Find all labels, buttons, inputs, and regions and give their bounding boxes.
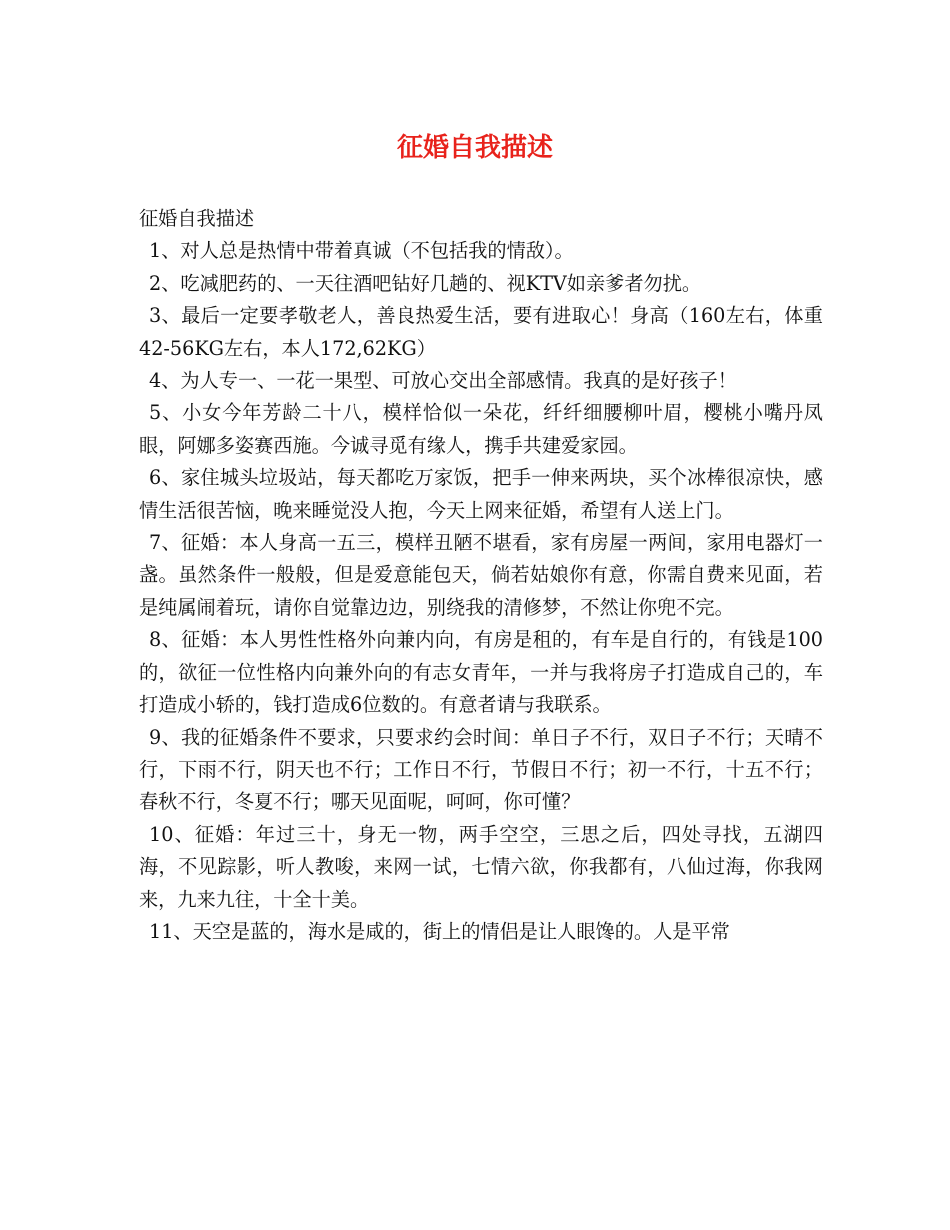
- paragraph-5: 5、小女今年芳龄二十八，模样恰似一朵花，纤纤细腰柳叶眉，樱桃小嘴丹凤眼，阿娜多姿赛西施。今诚寻觅有缘人，携手共建爱家园。: [139, 401, 823, 457]
- paragraph-3: 3、最后一定要孝敬老人，善良热爱生活，要有进取心！身高（160左右，体重42-56KG左右，本人172,62KG）: [139, 304, 823, 360]
- paragraph-1: 1、对人总是热情中带着真诚（不包括我的情敌）。: [149, 239, 574, 263]
- paragraph-4: 4、为人专一、一花一果型、可放心交出全部感情。我真的是好孩子！: [149, 369, 737, 393]
- document-body: [139, 203, 823, 948]
- paragraph-10: 10、征婚：年过三十，身无一物，两手空空，三思之后，四处寻找，五湖四海，不见踪影，听人教唆，来网一试，七情六欲，你我都有，八仙过海，你我网来，九来九往，十全十美。: [139, 822, 823, 911]
- paragraph-8: 8、征婚：本人男性性格外向兼内向，有房是租的，有车是自行的，有钱是100的，欲征一位性格内向兼外向的有志女青年，一并与我将房子打造成自己的，车打造成小轿的，钱打造成6位数的。有意者请与我联系。: [139, 628, 823, 717]
- paragraph-7: 7、征婚：本人身高一五三，模样丑陋不堪看，家有房屋一两间，家用电器灯一盏。虽然条件一般般，但是爱意能包天，倘若姑娘你有意，你需自费来见面，若是纯属闹着玩，请你自觉靠边边，别绕我的清修梦，不然让你兜不完。: [139, 531, 823, 619]
- body-heading: 征婚自我描述: [139, 207, 255, 230]
- paragraph-2: 2、吃减肥药的、一天往酒吧钻好几趟的、视KTV如亲爹者勿扰。: [149, 271, 702, 295]
- paragraph-6: 6、家住城头垃圾站，每天都吃万家饭，把手一伸来两块，买个冰棒很凉快，感情生活很苦恼，晚来睡觉没人抱，今天上网来征婚，希望有人送上门。: [139, 466, 823, 522]
- document-title: 征婚自我描述: [396, 133, 553, 163]
- paragraph-11: 11、天空是蓝的，海水是咸的，街上的情侣是让人眼馋的。人是平常: [149, 919, 730, 943]
- paragraph-9: 9、我的征婚条件不要求，只要求约会时间：单日子不行，双日子不行；天晴不行，下雨不行，阴天也不行；工作日不行，节假日不行；初一不行，十五不行；春秋不行，冬夏不行；哪天见面呢，呵呵，你可懂？: [139, 725, 823, 814]
